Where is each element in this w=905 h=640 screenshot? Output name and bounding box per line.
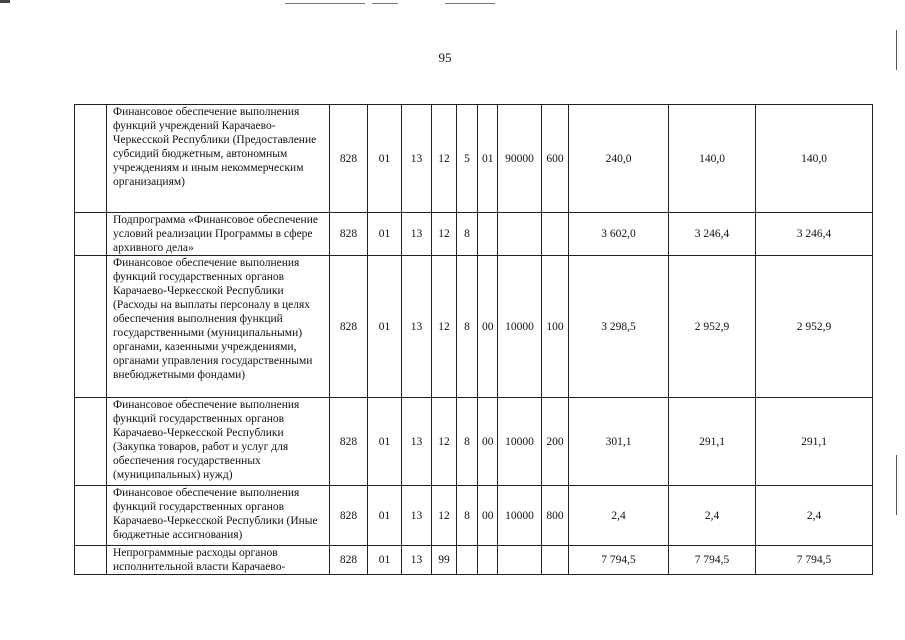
- amount-cell: 7 794,5: [756, 546, 873, 575]
- expense-name-cell: Финансовое обеспечение выполнения функций государственных органов Карачаево-Черкесской Республики (Иные бюджетные ассигнования): [107, 486, 330, 546]
- code-cell: 99: [432, 546, 457, 575]
- code-cell: [478, 546, 498, 575]
- amount-cell: 3 602,0: [569, 213, 669, 256]
- amount-cell: 140,0: [669, 105, 756, 213]
- code-cell: 90000: [498, 105, 542, 213]
- code-cell: 8: [457, 256, 478, 398]
- scan-edge-line: [896, 455, 897, 515]
- amount-cell: 301,1: [569, 398, 669, 486]
- scan-mark: [0, 0, 10, 3]
- amount-cell: 3 246,4: [669, 213, 756, 256]
- budget-table: [74, 104, 873, 575]
- code-cell: 13: [402, 486, 432, 546]
- code-cell: [498, 213, 542, 256]
- code-cell: 12: [432, 105, 457, 213]
- expense-name-cell: Непрограммные расходы органов исполнительной власти Карачаево-: [107, 546, 330, 575]
- row-margin-cell: [75, 398, 107, 486]
- amount-cell: 140,0: [756, 105, 873, 213]
- row-margin-cell: [75, 105, 107, 213]
- amount-cell: 7 794,5: [569, 546, 669, 575]
- amount-cell: 7 794,5: [669, 546, 756, 575]
- code-cell: 13: [402, 398, 432, 486]
- amount-cell: 2,4: [569, 486, 669, 546]
- code-cell: [542, 546, 569, 575]
- code-cell: 13: [402, 256, 432, 398]
- code-cell: 13: [402, 546, 432, 575]
- row-margin-cell: [75, 256, 107, 398]
- code-cell: 01: [368, 546, 402, 575]
- code-cell: 10000: [498, 256, 542, 398]
- amount-cell: 240,0: [569, 105, 669, 213]
- code-cell: 13: [402, 105, 432, 213]
- expense-name-cell: Финансовое обеспечение выполнения функций государственных органов Карачаево-Черкесской Республики (Расходы на выплаты персоналу в целях обеспечения выполнения функций государственными (муниципальными) органами, казенными учреждениями, органами управления государственными внебюджетными фондами): [107, 256, 330, 398]
- code-cell: 828: [330, 546, 368, 575]
- code-cell: 828: [330, 398, 368, 486]
- scan-edge-line: [285, 3, 365, 4]
- table-row: [75, 486, 873, 546]
- code-cell: 12: [432, 398, 457, 486]
- code-cell: 828: [330, 105, 368, 213]
- table-row: [75, 256, 873, 398]
- code-cell: 200: [542, 398, 569, 486]
- code-cell: 8: [457, 486, 478, 546]
- code-cell: 00: [478, 486, 498, 546]
- code-cell: 828: [330, 213, 368, 256]
- code-cell: 12: [432, 256, 457, 398]
- code-cell: 828: [330, 486, 368, 546]
- expense-name-cell: Финансовое обеспечение выполнения функций учреждений Карачаево-Черкесской Республики (Предоставление субсидий бюджетным, автономным учреждениям и иным некоммерческим организациям): [107, 105, 330, 213]
- amount-cell: 291,1: [669, 398, 756, 486]
- amount-cell: 291,1: [756, 398, 873, 486]
- code-cell: [498, 546, 542, 575]
- table-row: [75, 398, 873, 486]
- code-cell: [457, 546, 478, 575]
- code-cell: 01: [478, 105, 498, 213]
- page-number: 95: [438, 50, 452, 65]
- row-margin-cell: [75, 546, 107, 575]
- code-cell: 12: [432, 486, 457, 546]
- code-cell: 12: [432, 213, 457, 256]
- code-cell: 00: [478, 256, 498, 398]
- amount-cell: 2 952,9: [669, 256, 756, 398]
- table-row: [75, 546, 873, 575]
- code-cell: [478, 213, 498, 256]
- code-cell: 10000: [498, 486, 542, 546]
- amount-cell: 3 298,5: [569, 256, 669, 398]
- code-cell: [542, 213, 569, 256]
- code-cell: 8: [457, 398, 478, 486]
- amount-cell: 2,4: [669, 486, 756, 546]
- amount-cell: 2,4: [756, 486, 873, 546]
- scan-edge-line: [445, 3, 495, 4]
- table-row: [75, 213, 873, 256]
- row-margin-cell: [75, 486, 107, 546]
- code-cell: 01: [368, 213, 402, 256]
- code-cell: 5: [457, 105, 478, 213]
- code-cell: 01: [368, 105, 402, 213]
- row-margin-cell: [75, 213, 107, 256]
- amount-cell: 3 246,4: [756, 213, 873, 256]
- code-cell: 01: [368, 486, 402, 546]
- code-cell: 828: [330, 256, 368, 398]
- code-cell: 10000: [498, 398, 542, 486]
- code-cell: 13: [402, 213, 432, 256]
- scan-edge-line: [372, 3, 398, 4]
- code-cell: 00: [478, 398, 498, 486]
- expense-name-cell: Подпрограмма «Финансовое обеспечение условий реализации Программы в сфере архивного дела»: [107, 213, 330, 256]
- code-cell: 01: [368, 256, 402, 398]
- table-row: [75, 105, 873, 213]
- expense-name-cell: Финансовое обеспечение выполнения функций государственных органов Карачаево-Черкесской Республики (Закупка товаров, работ и услуг для обеспечения государственных (муниципальных) нужд): [107, 398, 330, 486]
- scan-edge-line: [896, 30, 897, 70]
- code-cell: 01: [368, 398, 402, 486]
- code-cell: 100: [542, 256, 569, 398]
- amount-cell: 2 952,9: [756, 256, 873, 398]
- code-cell: 600: [542, 105, 569, 213]
- code-cell: 800: [542, 486, 569, 546]
- code-cell: 8: [457, 213, 478, 256]
